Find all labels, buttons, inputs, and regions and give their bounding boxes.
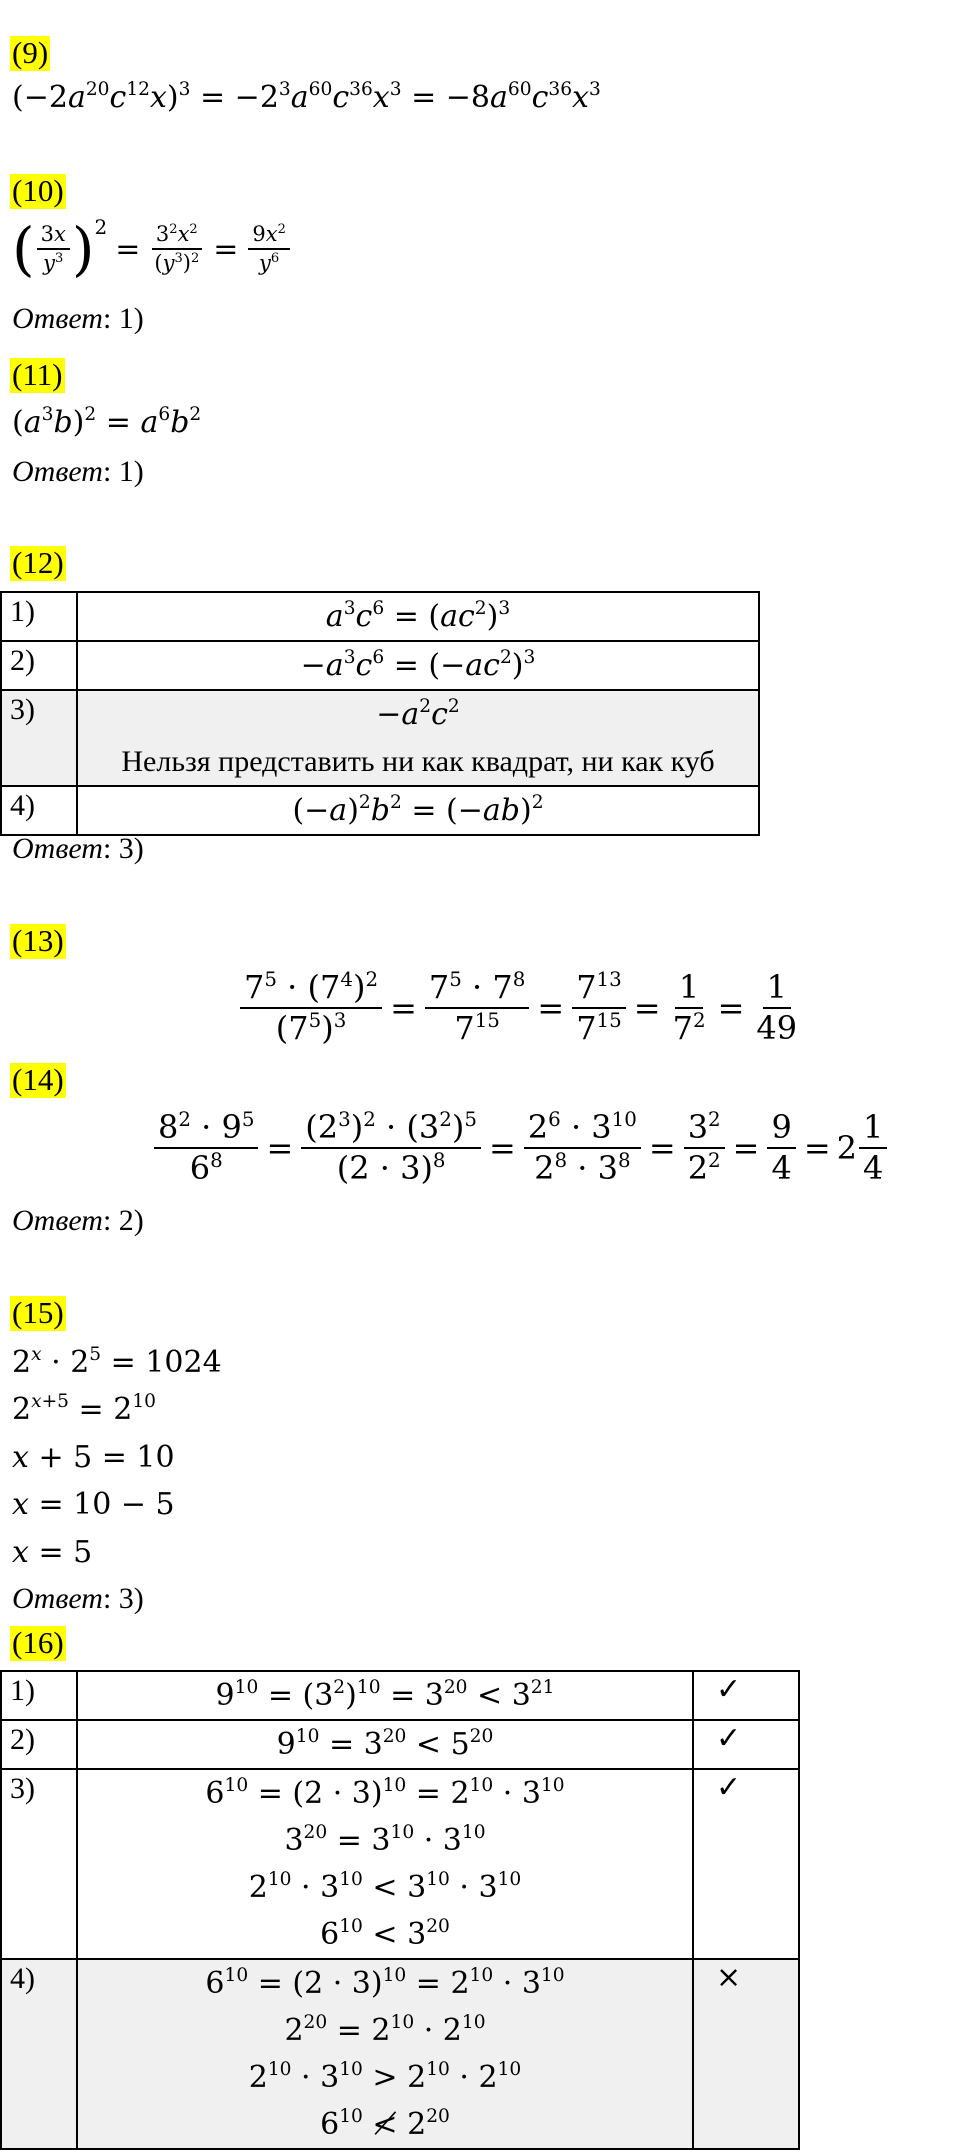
- answer-11: [12, 455, 144, 489]
- formula: $-a^3c^6 = (-ac^2)^3$: [300, 647, 536, 683]
- formula: $6^{10} < 3^{20}$: [320, 1916, 450, 1952]
- row-note: Нельзя представить ни как квадрат, ни как куб: [121, 745, 715, 778]
- answer-value: : 2): [102, 1204, 144, 1237]
- row-index: 3): [1, 1769, 77, 1959]
- row-index: 4): [1, 786, 77, 835]
- section-label-16: (16): [12, 1625, 64, 1660]
- formula: $6^{10} = (2 \cdot 3)^{10} = 2^{10} \cdot 3^{10}$: [205, 1965, 565, 2001]
- row-index: 4): [1, 1959, 77, 2149]
- table-row: [1, 1959, 799, 2149]
- formula: $3^{20} = 3^{10} \cdot 3^{10}$: [284, 1822, 486, 1858]
- table-row: [1, 641, 759, 690]
- answer-label: Ответ: [12, 832, 103, 865]
- section-label-12: (12): [12, 545, 64, 580]
- equation-11: $(a^3b)^2 = a^6b^2$: [12, 404, 202, 440]
- formula: $9^{10} = 3^{20} < 5^{20}$: [276, 1726, 494, 1762]
- equation-15-line-3: x + 5 = 10: [12, 1440, 175, 1475]
- answer-10: [12, 302, 144, 336]
- table-row: [1, 1720, 799, 1769]
- table-16: [0, 1670, 800, 2150]
- table-row: [1, 1671, 799, 1720]
- row-index: 3): [1, 690, 77, 786]
- answer-label: Ответ: [12, 1204, 103, 1237]
- formula: $2^{10} \cdot 3^{10} > 2^{10} \cdot 2^{10}$: [248, 2059, 522, 2095]
- answer-label: Ответ: [12, 455, 103, 488]
- formula: $6^{10} = (2 \cdot 3)^{10} = 2^{10} \cdot 3^{10}$: [205, 1775, 565, 1811]
- cross-mark: ×: [693, 1959, 799, 2149]
- section-label-11: (11): [12, 357, 63, 392]
- section-label-9: (9): [12, 35, 49, 70]
- section-label-15: (15): [12, 1295, 64, 1330]
- answer-14: [12, 1204, 144, 1238]
- equation-14: $\frac{8^2 \cdot 9^5}{6^8}$ = $\frac{(2^3)^2 \cdot (3^2)^5}{(2 \cdot 3)^8}$ = $\frac{2^6 \cdot 3^{10}}{2^8 \cdot 3^8}$ = $\frac{3^2}{2^2}$ = $\frac{9}{4}$ = 2 $\frac{1}{4}$: [152, 1110, 889, 1186]
- check-mark: ✓: [693, 1671, 799, 1720]
- equation-15-line-2: $2^{x+5} = 2^{10}$: [12, 1391, 156, 1427]
- table-12: [0, 591, 760, 836]
- formula: $a^3c^6 = (ac^2)^3$: [325, 598, 511, 634]
- check-mark: ✓: [693, 1720, 799, 1769]
- formula: $2^{20} = 2^{10} \cdot 2^{10}$: [284, 2012, 486, 2048]
- formula: $(-a)^2b^2 = (-ab)^2$: [292, 792, 544, 828]
- formula: $6^{10}$ ≮ $2^{20}$: [320, 2106, 450, 2142]
- table-row: [1, 592, 759, 641]
- row-index: 2): [1, 1720, 77, 1769]
- section-label-13: (13): [12, 923, 64, 958]
- answer-value: : 3): [102, 1582, 144, 1615]
- equation-15-line-5: x = 5: [12, 1535, 93, 1570]
- equation-15-line-1: $2^x \cdot 2^5 = 1024$: [12, 1344, 222, 1380]
- formula: $9^{10} = (3^2)^{10} = 3^{20} < 3^{21}$: [215, 1677, 555, 1713]
- equation-13: $\frac{7^5 \cdot (7^4)^2}{(7^5)^3}$ = $\frac{7^5 \cdot 7^8}{7^{15}}$ = $\frac{7^{13}}{7^{15}}$ = $\frac{1}{7^2}$ = $\frac{1}{49}$: [238, 970, 803, 1046]
- answer-label: Ответ: [12, 302, 103, 335]
- answer-15: [12, 1582, 144, 1616]
- check-mark: ✓: [693, 1769, 799, 1959]
- table-row: [1, 786, 759, 835]
- section-label-14: (14): [12, 1062, 64, 1097]
- formula: $2^{10} \cdot 3^{10} < 3^{10} \cdot 3^{10}$: [248, 1869, 522, 1905]
- table-row: [1, 690, 759, 786]
- answer-12: [12, 832, 144, 866]
- equation-9: $(-2a^{20}c^{12}x)^3 = -2^3a^{60}c^{36}x^3 = -8a^{60}c^{36}x^3$: [12, 79, 601, 115]
- equation-10: ( $\frac{3x}{y^3}$ ) $^2$ = $\frac{3^2x^2}{(y^3)^2}$ = $\frac{9x^2}{y^6}$: [12, 220, 292, 278]
- answer-value: : 1): [102, 455, 144, 488]
- equation-15-line-4: x = 10 − 5: [12, 1487, 175, 1522]
- row-index: 1): [1, 592, 77, 641]
- row-index: 1): [1, 1671, 77, 1720]
- answer-value: : 1): [102, 302, 144, 335]
- answer-value: : 3): [102, 832, 144, 865]
- row-index: 2): [1, 641, 77, 690]
- table-row: [1, 1769, 799, 1959]
- answer-label: Ответ: [12, 1582, 103, 1615]
- section-label-10: (10): [12, 173, 64, 208]
- formula: $-a^2c^2$: [376, 696, 460, 732]
